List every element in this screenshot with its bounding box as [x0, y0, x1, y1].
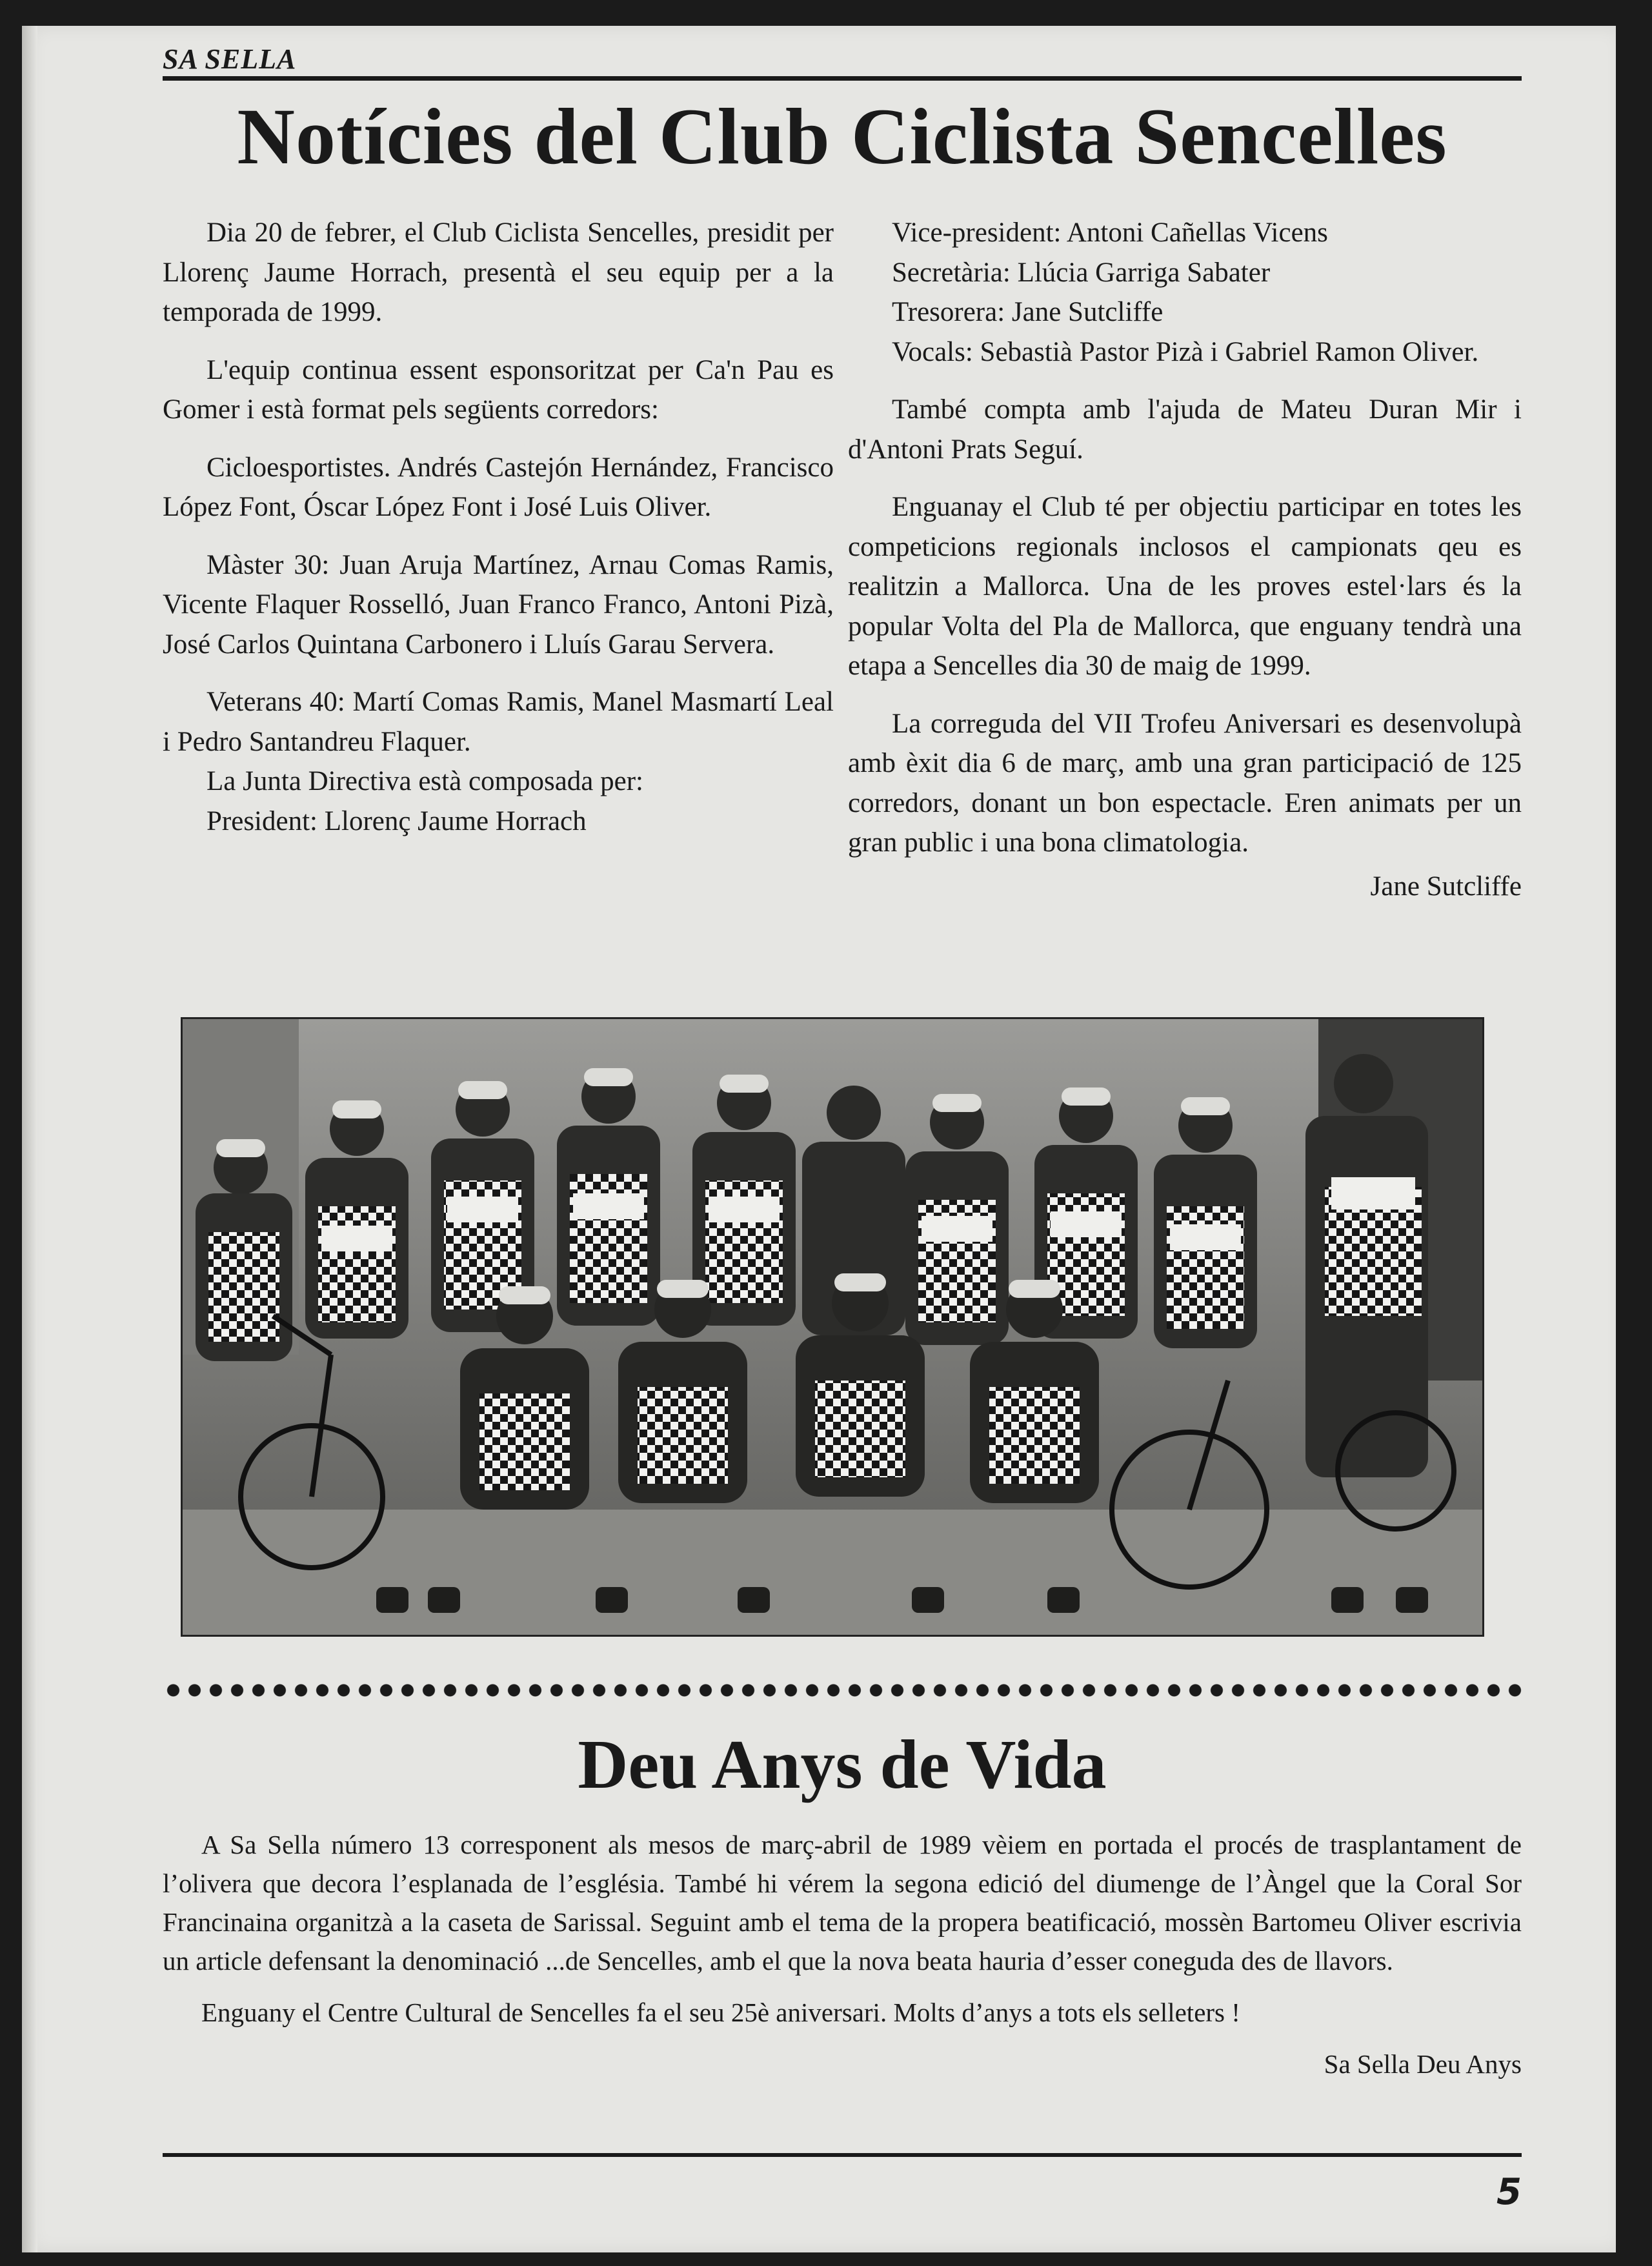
- junta-intro: La Junta Directiva està composada per:: [206, 766, 643, 796]
- paragraph: Cicloesportistes. Andrés Castejón Hernández, Francisco López Font, Óscar López Font i José Luis Oliver.: [163, 452, 834, 522]
- paragraph: Màster 30: Juan Aruja Martínez, Arnau Comas Ramis, Vicente Flaquer Rosselló, Juan Franco Franco, Antoni Pizà, José Carlos Quintana Carbonero i Lluís Garau Servera.: [163, 549, 834, 660]
- footer-rule: [163, 2153, 1522, 2157]
- article-title: Notícies del Club Ciclista Sencelles: [237, 92, 1447, 181]
- article-left-column: [163, 213, 834, 841]
- paragraph: La correguda del VII Trofeu Aniversari es desenvolupà amb èxit dia 6 de març, amb una gran participació de 125 corredors, donant un bon espectacle. Eren animats per un gran public i una bona climatologia.: [848, 708, 1522, 858]
- junta-vice-president: Vice-president: Antoni Cañellas Vicens: [892, 217, 1328, 248]
- page-spine-shadow: [22, 26, 37, 2252]
- team-photo-illustration: [183, 1019, 1482, 1635]
- paragraph: Enguany el Centre Cultural de Sencelles fa el seu 25è aniversari. Molts d’anys a tots els selleters !: [201, 1998, 1240, 2027]
- team-photo: [181, 1017, 1484, 1637]
- magazine-page: [22, 26, 1616, 2252]
- article-body: [163, 1825, 1522, 2096]
- junta-president: President: Llorenç Jaume Horrach: [206, 805, 587, 836]
- paragraph: A Sa Sella número 13 corresponent als mesos de març-abril de 1989 vèiem en portada el procés de trasplantament de l’olivera que decora l’esplanada de l’església. També hi vérem la segona edició del diumenge de l’Àngel que la Coral Sor Francinaina organitzà a la caseta de Sarissal. Seguint amb el tema de la propera beatificació, mossèn Bartomeu Oliver escrivia un article defensant la denominació ...de Sencelles, amb el que la nova beata hauria d’esser coneguda des de llavors.: [163, 1830, 1522, 1976]
- dotted-separator: [163, 1682, 1522, 1699]
- junta-secretary: Secretària: Llúcia Garriga Sabater: [892, 257, 1271, 288]
- article-signature: Sa Sella Deu Anys: [1324, 2049, 1522, 2079]
- running-head: SA SELLA: [163, 43, 297, 75]
- article-signature: Jane Sutcliffe: [1370, 871, 1522, 902]
- article-title: Deu Anys de Vida: [578, 1726, 1107, 1803]
- paragraph: Dia 20 de febrer, el Club Ciclista Sencelles, presidit per Llorenç Jaume Horrach, presentà el seu equip per a la temporada de 1999.: [163, 217, 834, 327]
- paragraph: Enguanay el Club té per objectiu participar en totes les competicions regionals inclosos el campionats qeu es realitzin a Mallorca. Una de les proves estel·lars és la popular Volta del Pla de Mallorca, que enguany tendrà una etapa a Sencelles dia 30 de maig de 1999.: [848, 492, 1522, 681]
- paragraph: També compta amb l'ajuda de Mateu Duran Mir i d'Antoni Prats Seguí.: [848, 394, 1522, 465]
- header-rule: [163, 76, 1522, 81]
- junta-vocals: Vocals: Sebastià Pastor Pizà i Gabriel Ramon Oliver.: [892, 336, 1479, 367]
- paragraph: Veterans 40: Martí Comas Ramis, Manel Masmartí Leal i Pedro Santandreu Flaquer.: [163, 687, 834, 757]
- page-number: 5: [1496, 2171, 1522, 2213]
- junta-treasurer: Tresorera: Jane Sutcliffe: [892, 297, 1163, 327]
- paragraph: L'equip continua essent esponsoritzat per Ca'n Pau es Gomer i està format pels següents corredors:: [163, 354, 834, 425]
- article-right-column: [848, 213, 1522, 906]
